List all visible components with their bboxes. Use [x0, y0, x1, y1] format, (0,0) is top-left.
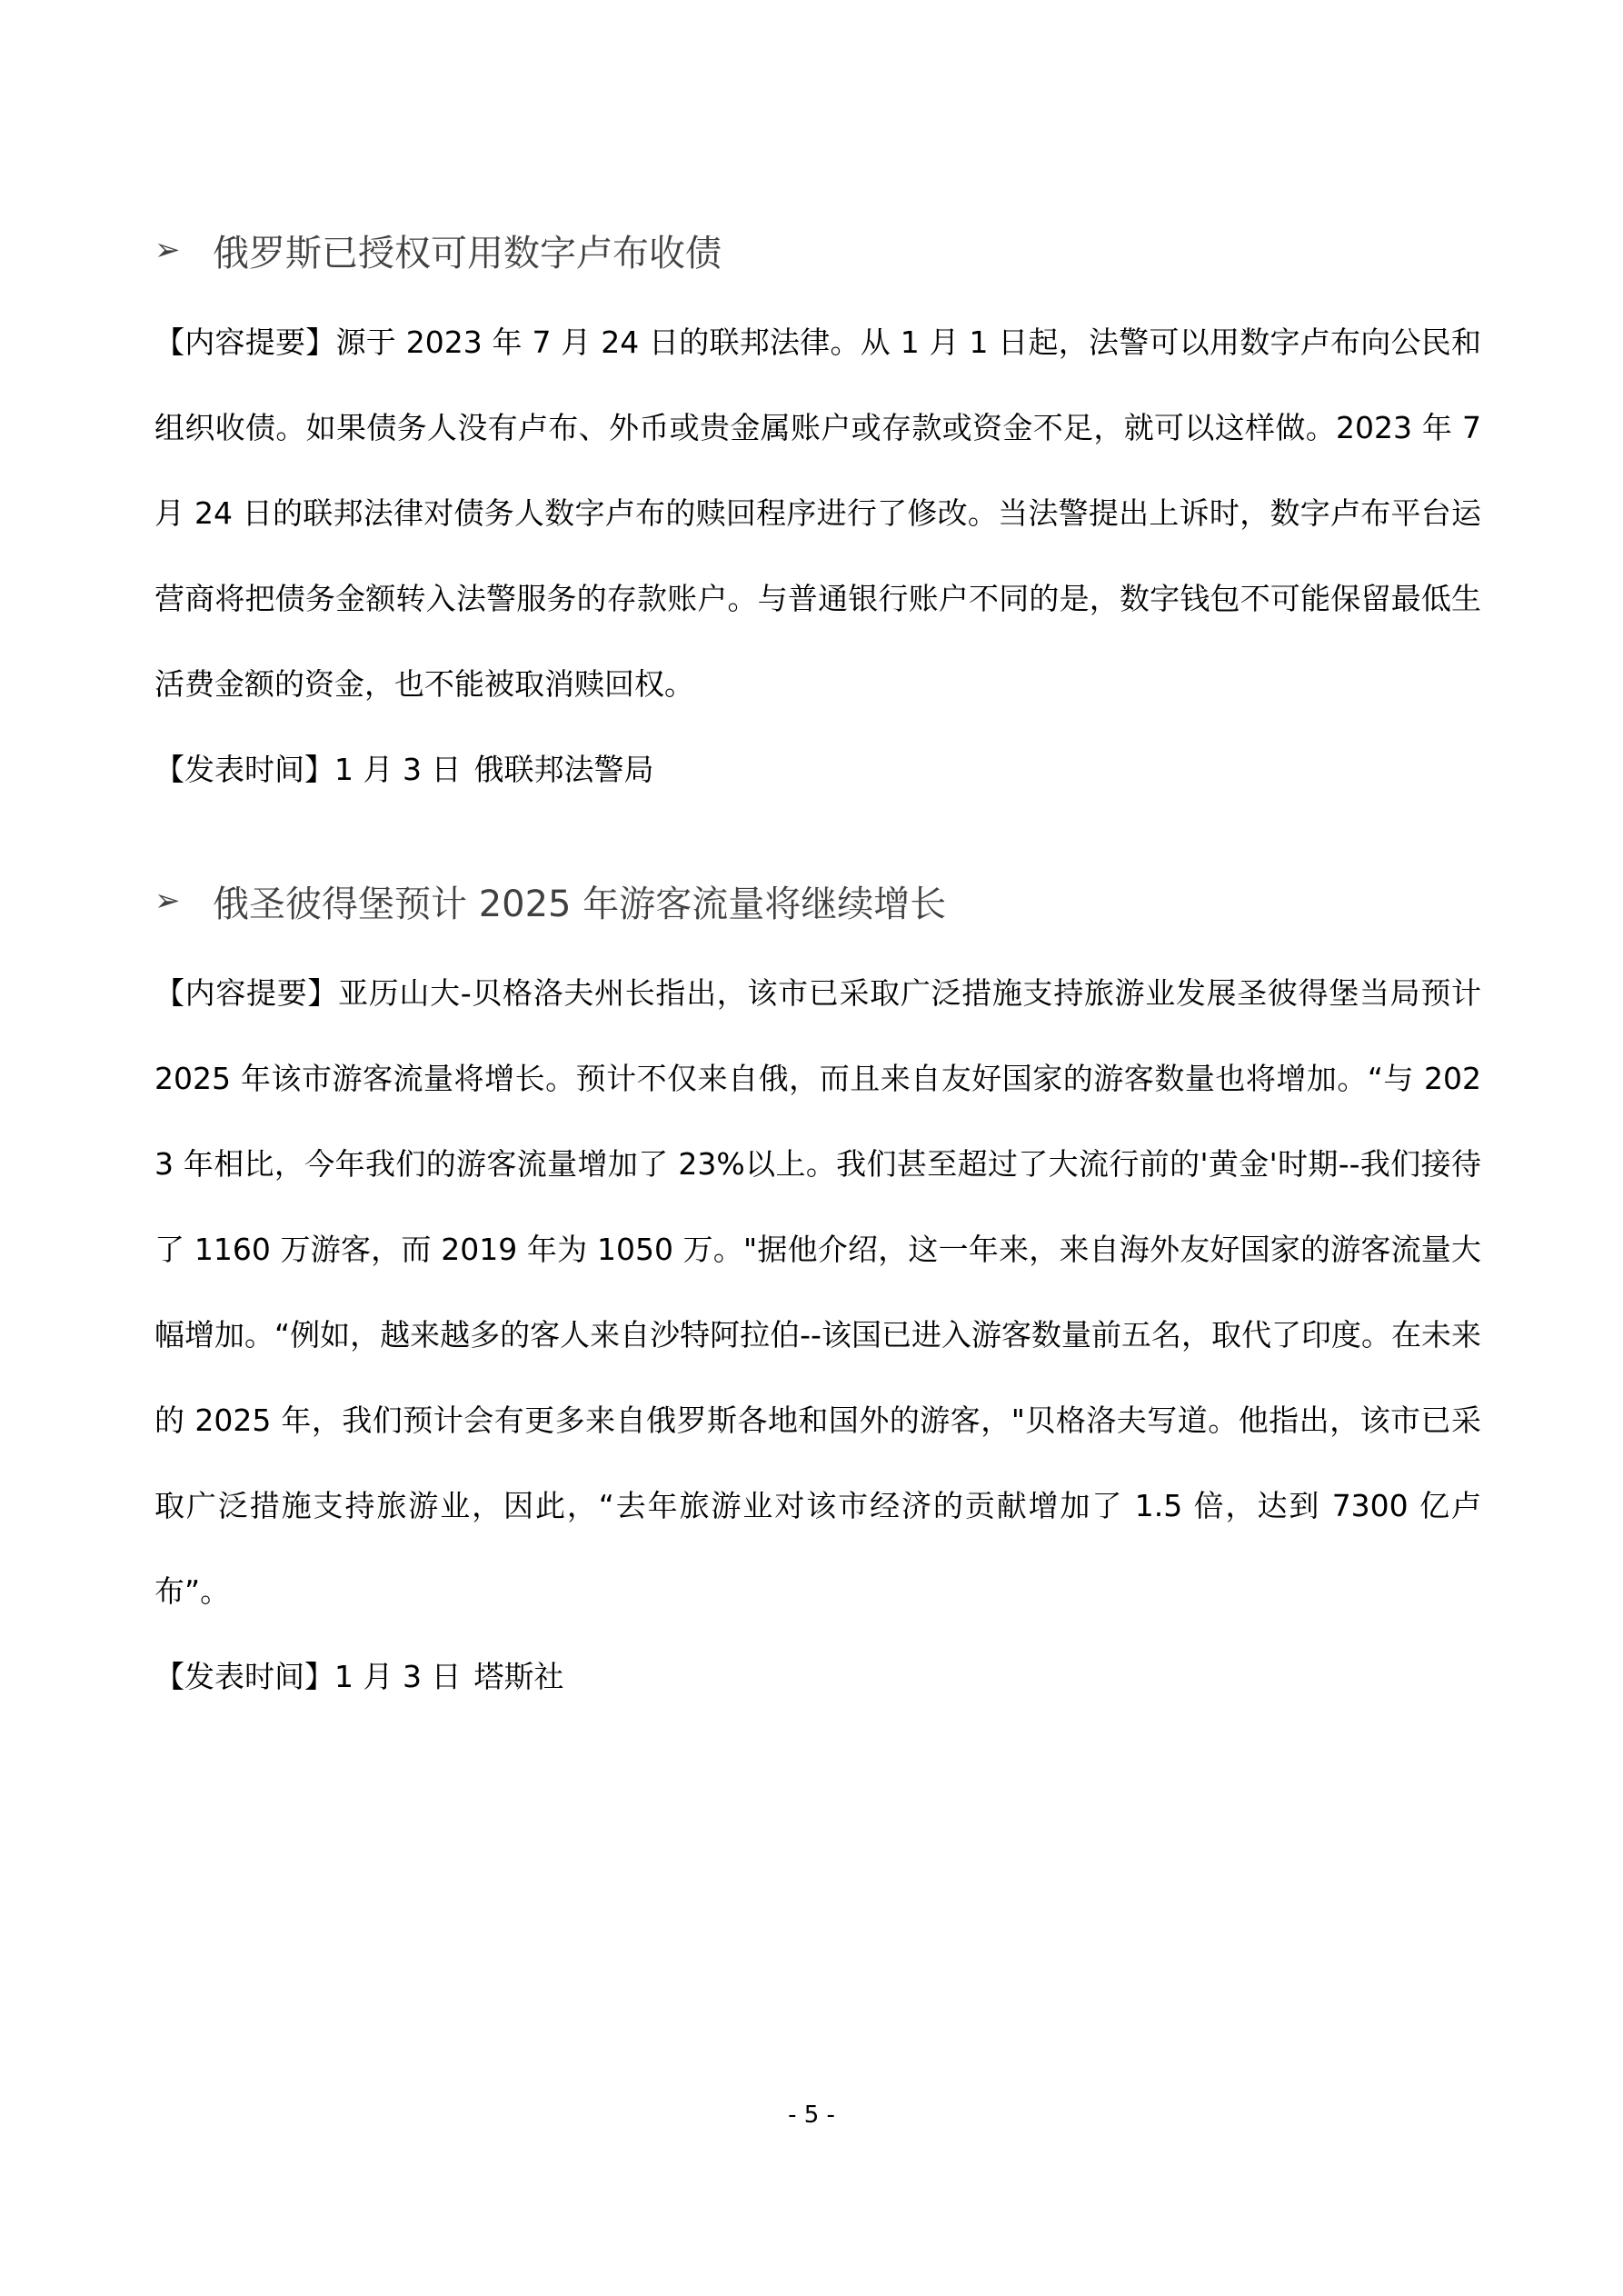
article-title-row — [154, 220, 1481, 280]
article-summary — [154, 300, 1481, 727]
summary-label: 【内容提要】 — [154, 975, 339, 1011]
publish-source: 塔斯社 — [473, 1659, 564, 1694]
summary-text: 源于 2023 年 7 月 24 日的联邦法律。从 1 月 1 日起，法警可以用数字卢布向公民和组织收债。如果债务人没有卢布、外币或贵金属账户或存款或资金不足，就可以这样做。2023 年 7 月 24 日的联邦法律对债务人数字卢布的赎回程序进行了修改。当法警提出上诉时，数字卢布平台运营商将把债务金额转入法警服务的存款账户。与普通银行账户不同的是，数字钱包不可能保留最低生活费金额的资金，也不能被取消赎回权。 — [154, 324, 1482, 702]
article-summary — [154, 951, 1481, 1634]
arrow-bullet-icon: ➢ — [154, 883, 181, 919]
summary-text: 亚历山大-贝格洛夫州长指出，该市已采取广泛措施支持旅游业发展圣彼得堡当局预计 2025 年该市游客流量将增长。预计不仅来自俄，而且来自友好国家的游客数量也将增加。“与 2023 年相比，今年我们的游客流量增加了 23%以上。我们甚至超过了大流行前的'黄金'时期--我们接待了 1160 万游客，而 2019 年为 1050 万。"据他介绍，这一年来，来自海外友好国家的游客流量大幅增加。“例如，越来越多的客人来自沙特阿拉伯--该国已进入游客数量前五名，取代了印度。在未来的 2025 年，我们预计会有更多来自俄罗斯各地和国外的游客，"贝格洛夫写道。他指出，该市已采取广泛措施支持旅游业，因此，“去年旅游业对该市经济的贡献增加了 1.5 倍，达到 7300 亿卢布”。 — [154, 975, 1481, 1609]
publish-time-label: 【发表时间】 — [154, 1659, 334, 1694]
news-article-digital-ruble — [154, 220, 1481, 813]
article-meta — [154, 1634, 1481, 1720]
article-title-row — [154, 871, 1481, 931]
news-article-st-petersburg-tourism — [154, 871, 1481, 1720]
article-title: 俄圣彼得堡预计 2025 年游客流量将继续增长 — [213, 883, 947, 925]
article-title: 俄罗斯已授权可用数字卢布收债 — [213, 232, 722, 275]
arrow-bullet-icon: ➢ — [154, 232, 181, 268]
publish-date: 1 月 3 日 — [334, 752, 462, 787]
article-meta — [154, 727, 1481, 813]
publish-source: 俄联邦法警局 — [473, 752, 654, 787]
summary-label: 【内容提要】 — [154, 324, 336, 360]
page-number: - 5 - — [788, 2101, 835, 2129]
publish-date: 1 月 3 日 — [334, 1659, 462, 1694]
publish-time-label: 【发表时间】 — [154, 752, 334, 787]
